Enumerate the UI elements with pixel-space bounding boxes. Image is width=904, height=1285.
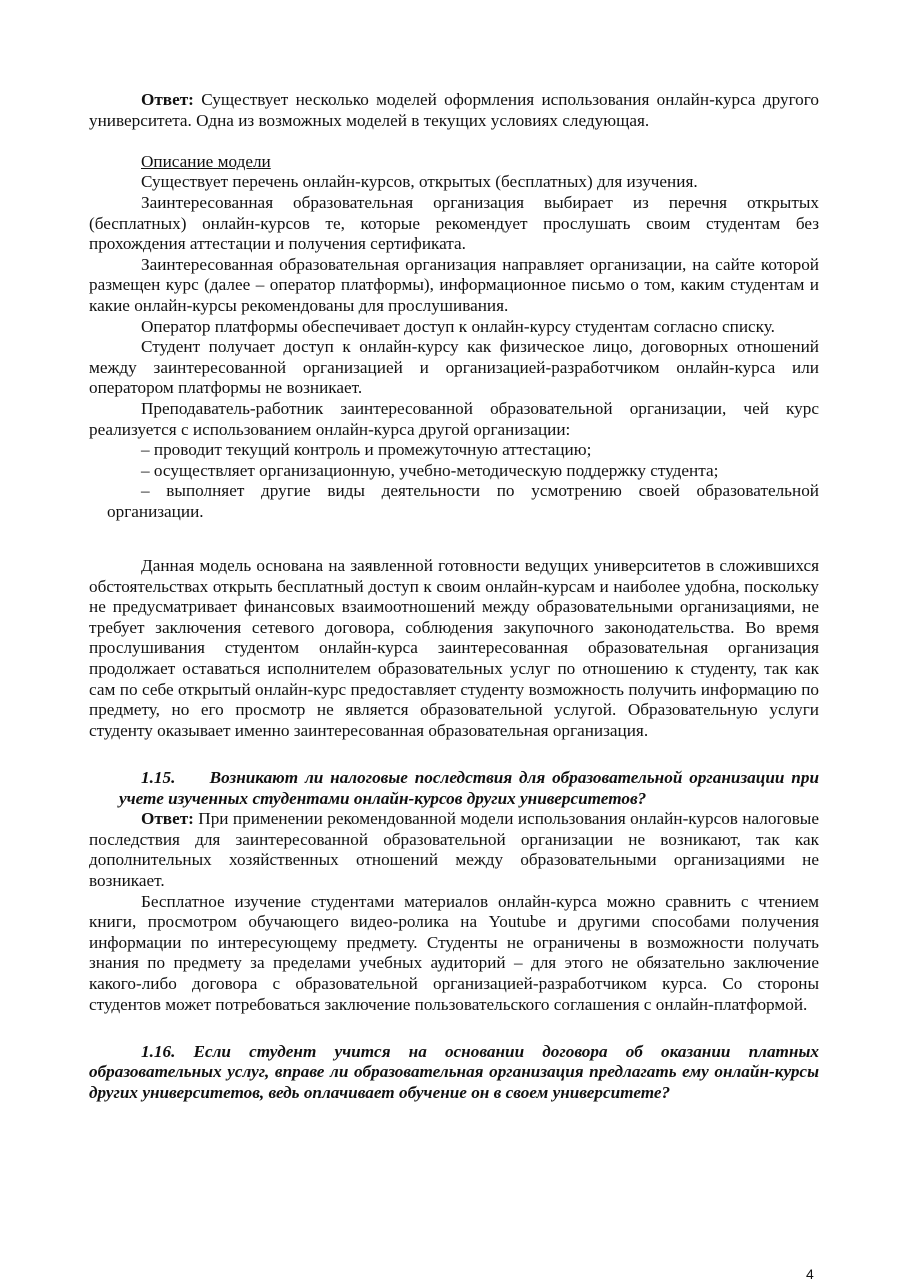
question-text: Если студент учится на основании договора об оказании платных образовательных услуг, вправе ли образовательная организация предлагать ему онлайн-курсы других университетов, ведь оплачивает обучение он в своем университете? [89,1041,819,1102]
document-body [89,90,819,1104]
answer-text: Существует несколько моделей оформления использования онлайн-курса другого университета. Одна из возможных моделей в текущих условиях следующая. [89,90,819,130]
model-paragraph: Заинтересованная образовательная организация направляет организации, на сайте которой размещен курс (далее – оператор платформы), информационное письмо о том, каким студентам и какие онлайн-курсы рекомендованы для прослушивания. [89,254,819,315]
model-paragraph: Студент получает доступ к онлайн-курсу как физическое лицо, договорных отношений между заинтересованной организацией и организацией-разработчиком онлайн-курса или оператором платформы не возникает. [89,337,819,398]
summary-paragraph: Данная модель основана на заявленной готовности ведущих университетов в сложившихся обстоятельствах открыть бесплатный доступ к своим онлайн-курсам и наиболее удобна, поскольку не предусматривает финансовых взаимоотношений между образовательными организациями, не требует заключения сетевого договора, соблюдения закупочного законодательства. Во время прослушивания студентом онлайн-курса заинтересованная образовательная организация продолжает оставаться исполнителем образовательных услуг по отношению к студенту, так как сам по себе открытый онлайн-курс предоставляет студенту возможность получить информацию по предмету, но его просмотр не является образовательной услугой. Образовательную услуги студенту оказывает именно заинтересованная образовательная организация. [89,556,819,740]
question-text: Возникают ли налоговые последствия для образовательной организации при учете изученных студентами онлайн-курсов других университетов? [119,768,819,808]
model-paragraph: Оператор платформы обеспечивает доступ к онлайн-курсу студентам согласно списку. [141,316,775,336]
answer-paragraph [89,809,819,891]
question-heading-1-16 [89,1042,819,1104]
page-number: 4 [806,1266,814,1282]
answer-paragraph [89,90,819,131]
bullet-item: – проводит текущий контроль и промежуточную аттестацию; [141,440,592,460]
question-number: 1.15. [141,768,176,787]
answer-text: При применении рекомендованной модели использования онлайн-курсов налоговые последствия для заинтересованной образовательной организации не возникают, так как дополнительных хозяйственных отношений между образовательными организациями не возникает. [89,809,819,890]
question-number: 1.16. [141,1041,176,1061]
spacer [89,131,819,152]
model-paragraph: Существует перечень онлайн-курсов, открытых (бесплатных) для изучения. [141,172,698,192]
spacer [89,741,819,762]
question-heading-1-15 [119,768,819,809]
spacer [89,543,819,556]
spacer [89,1015,819,1036]
answer-paragraph: Бесплатное изучение студентами материалов онлайн-курса можно сравнить с чтением книги, просмотром обучающего видео-ролика на Youtube и другими способами получения информации по интересующему предмету. Студенты не ограничены в возможности получать знания по предмету за пределами учебных аудиторий – для этого не обязательно заключение какого-либо договора с образовательной организацией-разработчиком курса. Со стороны студентов может потребоваться заключение пользовательского соглашения с онлайн-платформой. [89,891,819,1014]
spacer [89,522,819,543]
bullet-item: – выполняет другие виды деятельности по усмотрению своей образовательной организации. [107,481,819,521]
model-paragraph: Преподаватель-работник заинтересованной образовательной организации, чей курс реализуется с использованием онлайн-курса другой организации: [89,398,819,439]
model-title: Описание модели [141,151,271,171]
answer-label: Ответ: [141,90,194,109]
answer-label: Ответ: [141,809,194,829]
bullet-item: – осуществляет организационную, учебно-методическую поддержку студента; [141,460,719,480]
model-paragraph: Заинтересованная образовательная организация выбирает из перечня открытых (бесплатных) онлайн-курсов те, которые рекомендует прослушать своим студентам без прохождения аттестации и получения сертификата. [89,192,819,254]
